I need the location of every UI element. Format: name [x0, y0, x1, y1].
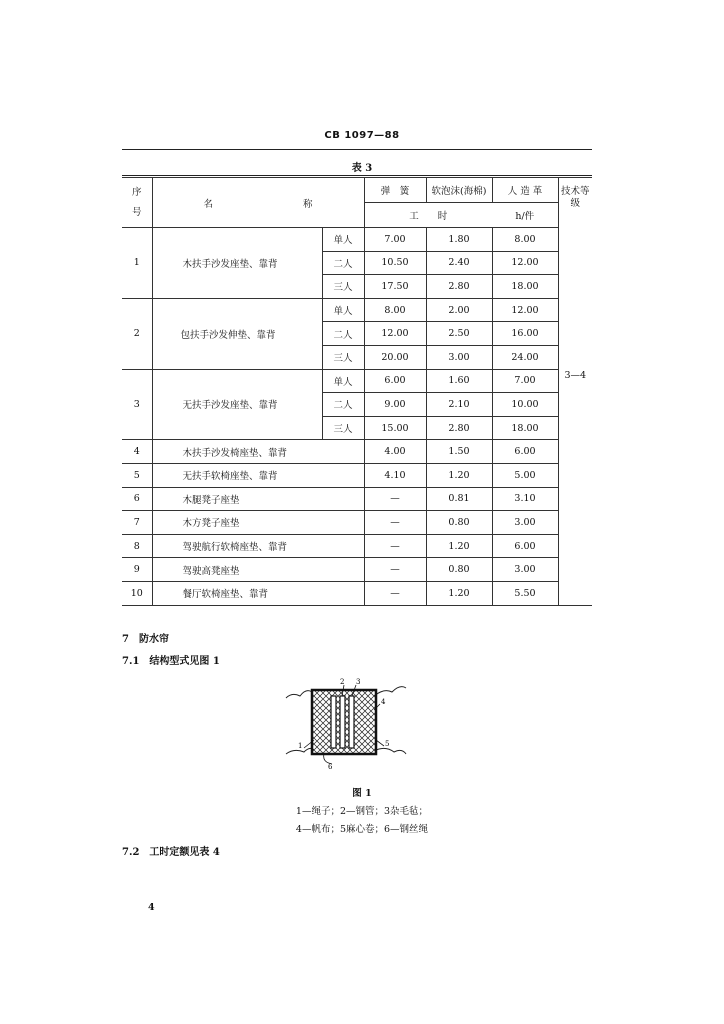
table-row: 1 木扶手沙发座垫、靠背 单人 7.00 1.80 8.00 — [122, 228, 592, 252]
table-row: 二人 12.00 2.50 16.00 — [122, 322, 592, 346]
col-spring-header: 弹 簧 — [364, 178, 426, 203]
col-work-unit: 工 时 — [364, 203, 492, 228]
table-row: 三人 17.50 2.80 18.00 — [122, 275, 592, 299]
grade-value: 3—4 — [564, 370, 587, 381]
document-header: CB 1097—88 — [324, 130, 400, 141]
steel-tube-2 — [340, 696, 345, 748]
labor-hours-table — [122, 177, 592, 606]
table-row: 3 无扶手沙发座垫、靠背 单人 6.00 1.60 7.00 — [122, 369, 592, 393]
col-foam-header: 软泡沫(海棉) — [426, 178, 492, 203]
figure-legend-line-1: 1—绳子；2—钢管；3杂毛毡； — [295, 806, 429, 817]
figure-label-5: 5 — [385, 740, 390, 748]
col-leather-header: 人 造 革 — [492, 178, 558, 203]
col-grade-header: 技术等级 — [560, 186, 590, 209]
table-title: 表 3 — [351, 163, 373, 174]
figure-title: 图 1 — [352, 788, 372, 799]
figure-label-2: 2 — [340, 678, 345, 686]
table-row: 二人 10.50 2.40 12.00 — [122, 251, 592, 275]
table-row: 4 木扶手沙发椅座垫、靠背 4.00 1.50 6.00 — [122, 440, 592, 464]
col-unit: h/件 — [492, 203, 558, 228]
waterproof-curtain-figure — [284, 678, 409, 770]
steel-tube-1 — [331, 696, 336, 748]
table-row: 8 驾驶航行软椅座垫、靠背 — 1.20 6.00 — [122, 534, 592, 558]
section-7-heading: 7 防水帘 — [122, 634, 169, 645]
grade-column — [558, 178, 592, 606]
cloth-right-edge — [374, 687, 406, 696]
figure-label-4: 4 — [381, 698, 386, 706]
figure-label-1: 1 — [298, 742, 303, 750]
table-row: 7 木方凳子座垫 — 0.80 3.00 — [122, 511, 592, 535]
table-row: 9 驾驶高凳座垫 — 0.80 3.00 — [122, 558, 592, 582]
figure-label-6: 6 — [328, 763, 333, 770]
steel-tube-3 — [349, 696, 354, 748]
figure-label-3: 3 — [356, 678, 361, 686]
figure-legend-line-2: 4—帆布；5麻心卷；6—钢丝绳 — [295, 824, 429, 835]
table-row: 2 包扶手沙发伸垫、靠背 单人 8.00 2.00 12.00 — [122, 298, 592, 322]
cloth-left-edge — [286, 691, 312, 698]
col-name-header: 名 称 — [152, 178, 364, 228]
section-7-2-heading: 7.2 工时定额见表 4 — [122, 847, 220, 858]
table-row: 6 木腿凳子座垫 — 0.81 3.10 — [122, 487, 592, 511]
page-number: 4 — [148, 902, 155, 913]
table-row: 10 餐厅软椅座垫、靠背 — 1.20 5.50 — [122, 581, 592, 605]
table-row: 三人 20.00 3.00 24.00 — [122, 345, 592, 369]
table-row: 5 无扶手软椅座垫、靠背 4.10 1.20 5.00 — [122, 463, 592, 487]
header-rule — [122, 149, 592, 150]
table-row: 二人 9.00 2.10 10.00 — [122, 393, 592, 417]
cloth-bottom-right — [376, 748, 406, 754]
section-7-1-heading: 7.1 结构型式见图 1 — [122, 656, 220, 667]
col-no-header: 序 号 — [122, 178, 152, 228]
table-top-rule — [122, 175, 592, 176]
table-row: 三人 15.00 2.80 18.00 — [122, 416, 592, 440]
